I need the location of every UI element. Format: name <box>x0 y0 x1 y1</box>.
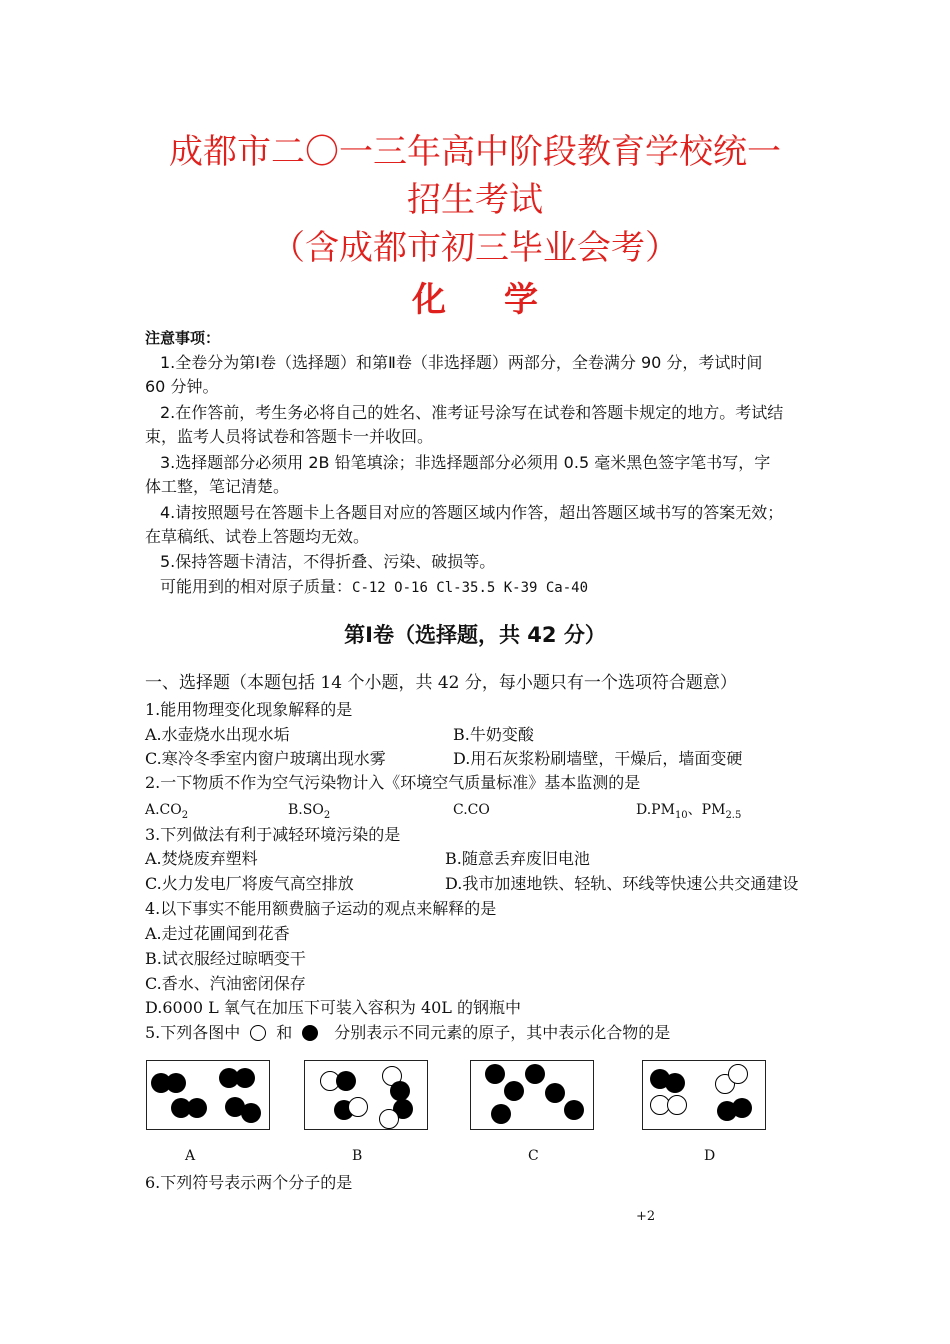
black-atom-icon <box>485 1064 505 1084</box>
black-atom-icon <box>187 1098 207 1118</box>
q5-stem-post: 分别表示不同元素的原子，其中表示化合物的是 <box>334 1023 671 1042</box>
white-atom-icon <box>250 1025 266 1041</box>
q4-stem: 4.以下事实不能用额费脑子运动的观点来解释的是 <box>145 899 497 918</box>
q2-option-d <box>636 799 741 827</box>
white-atom-icon <box>667 1095 687 1115</box>
q2-d-sub1: 10 <box>674 809 688 821</box>
formula-fragment: +2 <box>636 1209 656 1224</box>
black-atom-icon <box>564 1100 584 1120</box>
q1-option-a: A.水壶烧水出现水垢 <box>145 725 290 744</box>
q3-option-c: C.火力发电厂将废气高空排放 <box>145 874 354 893</box>
title-line-1: 成都市二〇一三年高中阶段教育学校统一 <box>169 132 781 172</box>
black-atom-icon <box>504 1081 524 1101</box>
note-line-9: 5.保持答题卡清洁，不得折叠、污染、破损等。 <box>160 552 496 571</box>
q5-label-b: B <box>352 1148 363 1164</box>
note-line-1: 1.全卷分为第Ⅰ卷（选择题）和第Ⅱ卷（非选择题）两部分，全卷满分 90 分，考试时间 <box>160 353 763 372</box>
note-line-3: 2.在作答前，考生务必将自己的姓名、准考证号涂写在试卷和答题卡规定的地方。考试结 <box>160 403 784 422</box>
atomic-mass-values: C-12 O-16 Cl-35.5 K-39 Ca-40 <box>352 580 589 596</box>
q5-label-d: D <box>704 1148 716 1164</box>
q5-label-a: A <box>185 1148 196 1164</box>
q4-option-d: D.6000 L 氧气在加压下可装入容积为 40L 的钢瓶中 <box>145 998 522 1017</box>
q3-option-d: D.我市加速地铁、轻轨、环线等快速公共交通建设 <box>445 874 799 893</box>
q1-option-d: D.用石灰浆粉刷墙壁，干燥后，墙面变硬 <box>453 749 743 768</box>
white-atom-icon <box>348 1097 368 1117</box>
black-atom-icon <box>491 1104 511 1124</box>
q1-option-b: B.牛奶变酸 <box>453 725 534 744</box>
q4-option-a: A.走过花圃闻到花香 <box>145 924 290 943</box>
note-line-2: 60 分钟。 <box>145 377 219 396</box>
q2-option-b <box>288 799 330 827</box>
q2-b-sub: 2 <box>323 809 331 821</box>
black-atom-icon <box>545 1083 565 1103</box>
q2-d-mid: 、PM <box>687 802 726 818</box>
subject-title: 化学 <box>412 280 596 320</box>
q1-option-c: C.寒冷冬季室内窗户玻璃出现水雾 <box>145 749 386 768</box>
section-1-intro: 一、选择题（本题包括 14 个小题，共 42 分，每小题只有一个选项符合题意） <box>145 673 737 693</box>
black-atom-icon <box>336 1071 356 1091</box>
black-atom-icon <box>390 1081 410 1101</box>
q3-option-a: A.焚烧废弃塑料 <box>145 849 258 868</box>
q2-d-sub2: 2.5 <box>725 809 742 821</box>
section-1-title: 第Ⅰ卷（选择题，共 42 分） <box>344 623 606 647</box>
title-line-2: 招生考试 <box>407 180 543 220</box>
q5-label-c: C <box>528 1148 539 1164</box>
q5-diagram-d <box>642 1060 766 1130</box>
q2-a-text: A.CO <box>145 802 182 818</box>
black-atom-icon <box>302 1025 318 1041</box>
q2-b-text: B.SO <box>288 802 324 818</box>
q5-diagram-b <box>304 1060 428 1130</box>
q4-option-b: B.试衣服经过晾晒变干 <box>145 949 306 968</box>
q5-diagram-a <box>146 1060 270 1130</box>
q2-a-sub: 2 <box>181 809 189 821</box>
q2-stem: 2.一下物质不作为空气污染物计入《环境空气质量标准》基本监测的是 <box>145 773 641 792</box>
atomic-mass-line <box>160 576 588 599</box>
q2-option-a <box>145 799 188 827</box>
black-atom-icon <box>235 1068 255 1088</box>
black-atom-icon <box>166 1073 186 1093</box>
note-line-6: 体工整，笔记清楚。 <box>145 477 290 496</box>
black-atom-icon <box>665 1073 685 1093</box>
q5-diagram-c <box>470 1060 594 1130</box>
q4-option-c: C.香水、汽油密闭保存 <box>145 974 306 993</box>
q5-stem <box>145 1022 670 1044</box>
q1-stem: 1.能用物理变化现象解释的是 <box>145 700 353 719</box>
note-line-8: 在草稿纸、试卷上答题均无效。 <box>145 527 370 546</box>
q2-option-c: C.CO <box>453 802 490 818</box>
note-line-4: 束，监考人员将试卷和答题卡一并收回。 <box>145 427 434 446</box>
note-line-5: 3.选择题部分必须用 2B 铅笔填涂；非选择题部分必须用 0.5 毫米黑色签字笔书写，字 <box>160 453 771 472</box>
white-atom-icon <box>728 1064 748 1084</box>
black-atom-icon <box>525 1064 545 1084</box>
notes-heading: 注意事项： <box>145 329 221 347</box>
q3-stem: 3.下列做法有利于减轻环境污染的是 <box>145 825 401 844</box>
q3-option-b: B.随意丢弃废旧电池 <box>445 849 590 868</box>
q5-stem-pre: 5.下列各图中 <box>145 1023 241 1042</box>
q2-d-text: D.PM <box>636 802 675 818</box>
black-atom-icon <box>241 1103 261 1123</box>
atomic-mass-label: 可能用到的相对原子质量： <box>160 577 353 596</box>
white-atom-icon <box>379 1109 399 1129</box>
black-atom-icon <box>732 1098 752 1118</box>
title-line-3: （含成都市初三毕业会考） <box>271 228 679 268</box>
q6-stem: 6.下列符号表示两个分子的是 <box>145 1173 353 1192</box>
q5-stem-and: 和 <box>276 1023 293 1042</box>
note-line-7: 4.请按照题号在答题卡上各题目对应的答题区域内作答，超出答题区域书写的答案无效； <box>160 503 784 522</box>
